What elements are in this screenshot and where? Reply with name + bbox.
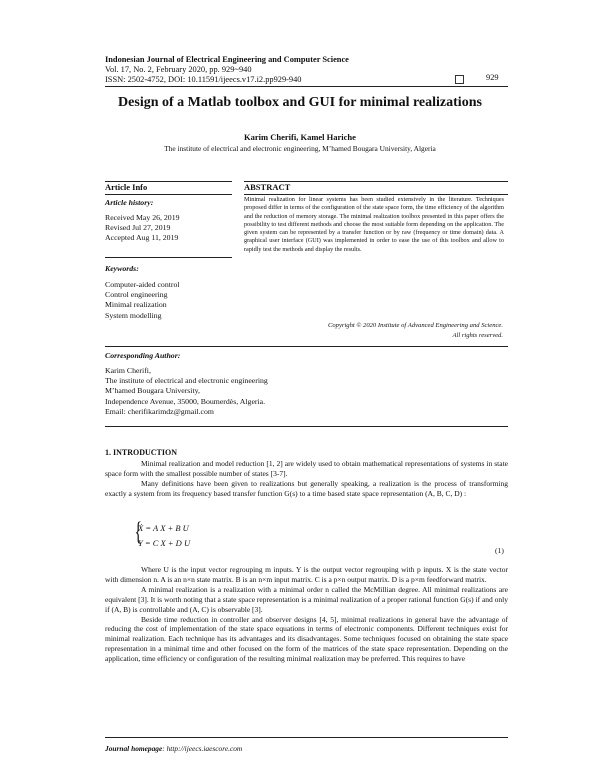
intro-paragraph: Beside time reduction in controller and observer designs [4, 5], minimal realizations in general have the advantage of reducing the cost of implementation of the state space equations in terms of electronic components. Different techniques exist for minimal realization. Each technique has its advantages and its disadvantages. Some techniques focused on obtaining the state space representation in a minimal time and other focused on the form of the matrices of the state space representation. Depending on the application, time efficiency or configuration of the resulting minimal realization may be preferred. This requires to have bbox=[105, 614, 508, 664]
keywords-list bbox=[105, 280, 180, 321]
page-number: 929 bbox=[486, 73, 499, 82]
history-received: Received May 26, 2019 bbox=[105, 213, 180, 222]
history-accepted: Accepted Aug 11, 2019 bbox=[105, 233, 179, 243]
intro-block-1 bbox=[105, 459, 508, 499]
corresponding-heading: Corresponding Author: bbox=[105, 351, 181, 360]
history-revised: Revised Jul 27, 2019 bbox=[105, 223, 171, 233]
corresponding-rule bbox=[105, 346, 508, 347]
issn-doi: ISSN: 2502-4752, DOI: 10.11591/ijeecs.v17.i2.pp929-940 bbox=[105, 75, 302, 84]
homepage-url[interactable]: : http://ijeecs.iaescore.com bbox=[162, 744, 243, 753]
copyright bbox=[203, 321, 503, 340]
copyright-line: Copyright © 2020 Institute of Advanced Engineering and Science. bbox=[327, 322, 503, 329]
copyright-rights: All rights reserved. bbox=[452, 331, 503, 339]
authors: Karim Cherifi, Kamel Hariche bbox=[244, 132, 356, 142]
author-university: M’hamed Bougara University, bbox=[105, 386, 200, 396]
author-name: Karim Cherifi, bbox=[105, 366, 151, 375]
intro-paragraph: Minimal realization and model reduction [1, 2] are widely used to obtain mathematical representations of systems in state space form with the smallest possible number of states [3-7]. bbox=[105, 459, 508, 478]
author-email: Email: cherifikarimdz@gmail.com bbox=[105, 406, 214, 416]
intro-paragraph: Where U is the input vector regrouping m inputs. Y is the output vector regrouping with p inputs. X is the state vector with dimension n. A is an n×n state matrix. B is an n×m input matrix. C is a p×n output matrix. D is a p×m feedforward matrix. bbox=[105, 565, 508, 584]
keyword-item: System modelling bbox=[105, 310, 162, 320]
journal-homepage bbox=[105, 744, 242, 753]
article-info-heading: Article Info bbox=[105, 182, 148, 192]
article-info-heading-rule bbox=[105, 194, 232, 195]
history-label: Article history: bbox=[105, 198, 154, 207]
keyword-item: Control engineering bbox=[105, 290, 168, 300]
homepage-label: Journal homepage bbox=[105, 744, 163, 753]
abstract-text: Minimal realization for linear systems has been studied extensively in the literature. Techniques proposed differ in terms of the configuration of the state space form, the time efficiency of the algorithm and the reduction of memory storage. The minimal realization toolbox presented in this paper offers the possibility to test different methods and choose the most suitable form depending on the application. The given system can be represented by a transfer function or by raw (frequency or time domain) data. A graphical user interface (GUI) was implemented in order to ease the use of this toolbox and allow to rapidly test the methods and display the results. bbox=[244, 196, 504, 253]
abstract-heading-rule bbox=[244, 194, 508, 195]
page-box-icon bbox=[455, 75, 464, 84]
volume-info: Vol. 17, No. 2, February 2020, pp. 929~940 bbox=[105, 65, 252, 74]
author-institute: The institute of electrical and electronic engineering bbox=[105, 376, 268, 386]
journal-name: Indonesian Journal of Electrical Engineering and Computer Science bbox=[105, 55, 349, 64]
equation-number: (1) bbox=[495, 546, 504, 555]
keyword-item: Minimal realization bbox=[105, 300, 167, 310]
keywords-rule bbox=[105, 257, 232, 258]
intro-paragraph: A minimal realization is a realization with a minimal order n called the McMillian degree. All minimal realizations are equivalent [3]. It is worth noting that a state space representation is a minimal realization of a proper rational function G(s) if and only if (A, B) is controllable and (A, C) is observable [3]. bbox=[105, 584, 508, 614]
affiliation: The institute of electrical and electronic engineering, M’hamed Bougara University, Algeria bbox=[164, 144, 436, 153]
paper-title: Design of a Matlab toolbox and GUI for minimal realizations bbox=[118, 95, 482, 110]
abstract-heading: ABSTRACT bbox=[244, 182, 291, 192]
keywords-label: Keywords: bbox=[105, 264, 139, 273]
intro-paragraph: Many definitions have been given to realizations but generally speaking, a realization is the process of transforming exactly a system from its frequency based transfer function G(s) to a time based state space representation (A, B, C, D) : bbox=[105, 478, 508, 498]
corresponding-bottom-rule bbox=[105, 426, 508, 427]
keyword-item: Computer-aided control bbox=[105, 280, 180, 289]
history-list bbox=[105, 213, 180, 244]
header-rule bbox=[105, 86, 508, 87]
equation-line: Y = C X + D U bbox=[138, 538, 191, 548]
equation-line: Ẋ = A X + B U bbox=[138, 523, 189, 533]
footer-rule bbox=[105, 737, 508, 738]
introduction-heading: 1. INTRODUCTION bbox=[105, 448, 178, 457]
intro-block-2 bbox=[105, 565, 508, 664]
author-address: Independence Avenue, 35000, Boumerdès, Algeria. bbox=[105, 396, 266, 406]
equation-brace: { bbox=[134, 517, 142, 546]
corresponding-details bbox=[105, 366, 268, 417]
state-space-equation bbox=[138, 521, 190, 551]
